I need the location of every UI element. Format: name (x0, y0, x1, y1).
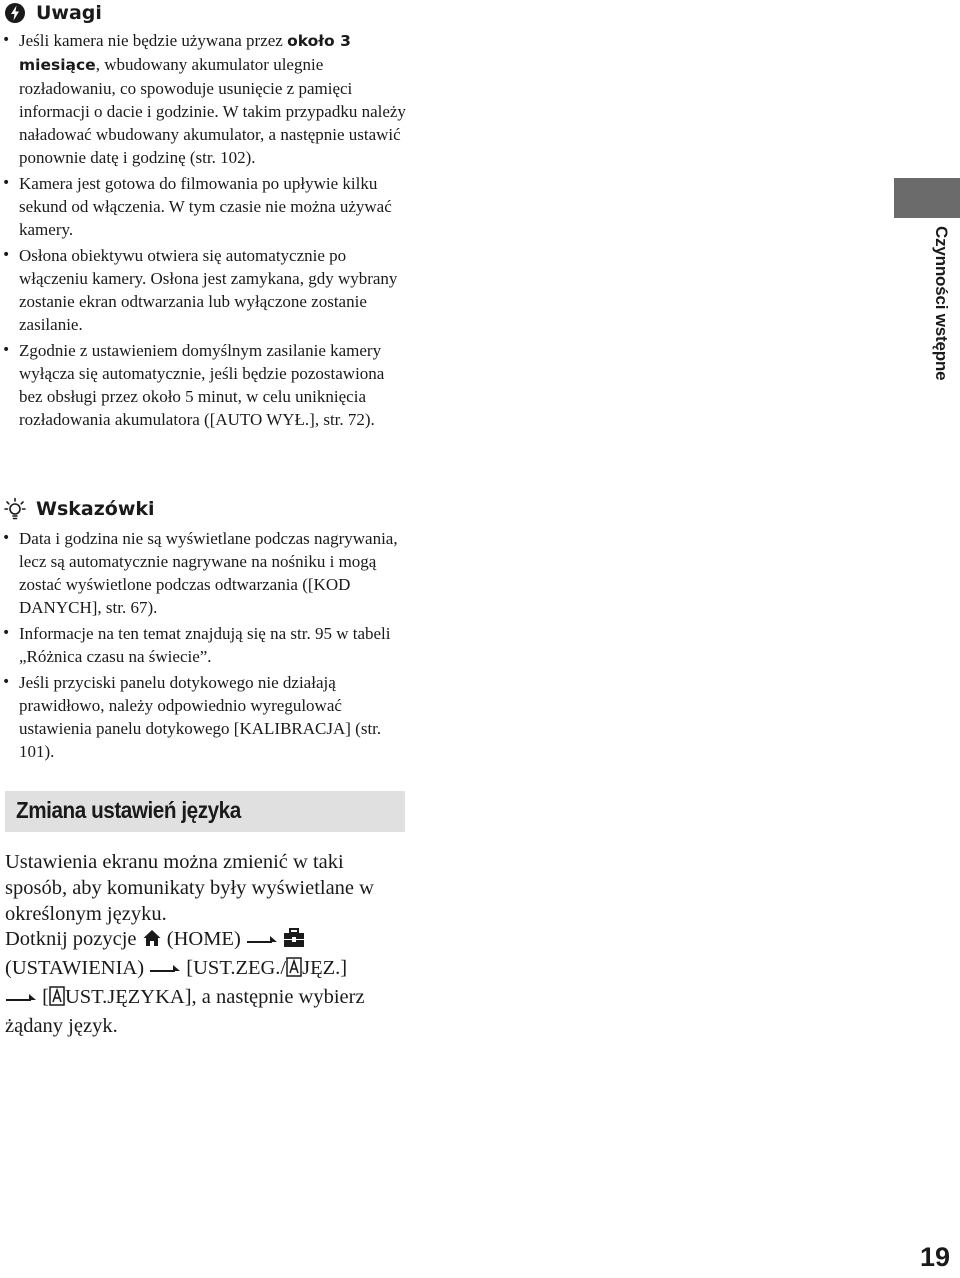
tips-title: Wskazówki (36, 498, 155, 520)
list-item: • Osłona obiektywu otwiera się automatycznie po włączeniu kamery. Osłona jest zamykana, gdy wybrany zostanie ekran odtwarzania lub wyłączone zostanie zasilanie. (0, 244, 410, 336)
list-item (0, 29, 410, 169)
tips-section (0, 496, 410, 766)
step-touch-text: Dotknij pozycje (5, 928, 137, 951)
list-item: • Jeśli przyciski panelu dotykowego nie działają prawidłowo, należy odpowiednio wyregulować ustawienia panelu dotykowego [KALIBRACJA] (str. 101). (0, 671, 410, 763)
lightbulb-icon (4, 498, 26, 520)
caution-icon (4, 2, 26, 24)
list-item: • Informacje na ten temat znajdują się na str. 95 w tabeli „Różnica czasu na świecie”. (0, 622, 410, 668)
notes-item1-post: , wbudowany akumulator ulegnie rozładowaniu, co spowoduje usunięcie z pamięci informacji o dacie i godzinie. W takim przypadku należy naładować wbudowany akumulator, a następnie ustawić ponownie datę i godzinę (str. 102). (19, 55, 406, 167)
notes-item1-bold: około 3 miesiące (19, 32, 351, 74)
language-section-title: Zmiana ustawień języka (16, 797, 241, 823)
notes-heading (4, 0, 410, 26)
step-clock-text-a: [UST.ZEG./ (186, 957, 287, 980)
step-home-text: (HOME) (166, 928, 241, 951)
home-icon (142, 928, 162, 956)
page-number: 19 (919, 1242, 950, 1272)
notes-section (0, 0, 410, 434)
language-section-body (5, 850, 410, 1040)
step-settings-text: (USTAWIENIA) (5, 957, 145, 980)
language-steps (5, 927, 410, 1039)
language-section-header (5, 791, 405, 832)
language-a-icon (49, 986, 65, 1014)
list-item: • Data i godzina nie są wyświetlane podczas nagrywania, lecz są automatycznie nagrywane na nośniku i mogą zostać wyświetlone podczas odtwarzania ([KOD DANYCH], str. 67). (0, 527, 410, 619)
tips-heading (4, 496, 410, 522)
language-intro: Ustawienia ekranu można zmienić w taki sposób, aby komunikaty były wyświetlane w określonym języku. (5, 851, 374, 925)
list-item: • Zgodnie z ustawieniem domyślnym zasilanie kamery wyłącza się automatycznie, jeśli będzie pozostawiona bez obsługi przez około 5 minut, w celu uniknięcia rozładowania akumulatora ([AUTO WYŁ.], str. 72). (0, 339, 410, 431)
notes-item1-pre: Jeśli kamera nie będzie używana przez (19, 31, 288, 50)
step-lang-text-a: [ (42, 985, 49, 1008)
notes-list (0, 29, 410, 431)
list-item: • Kamera jest gotowa do filmowania po upływie kilku sekund od włączenia. W tym czasie nie można używać kamery. (0, 172, 410, 241)
language-a-icon (286, 957, 302, 985)
arrow-right-icon (5, 988, 37, 1014)
toolbox-icon (283, 928, 305, 956)
step-lang-text-b: UST.JĘZYKA], a następnie wybierz żądany język. (5, 985, 365, 1037)
arrow-right-icon (246, 930, 278, 956)
chapter-side-label: Czynności wstępne (932, 226, 951, 381)
notes-title: Uwagi (36, 2, 102, 24)
arrow-right-icon (149, 959, 181, 985)
step-clock-text-b: JĘZ.] (302, 957, 348, 980)
chapter-tab-marker (894, 178, 960, 218)
tips-list (0, 527, 410, 763)
